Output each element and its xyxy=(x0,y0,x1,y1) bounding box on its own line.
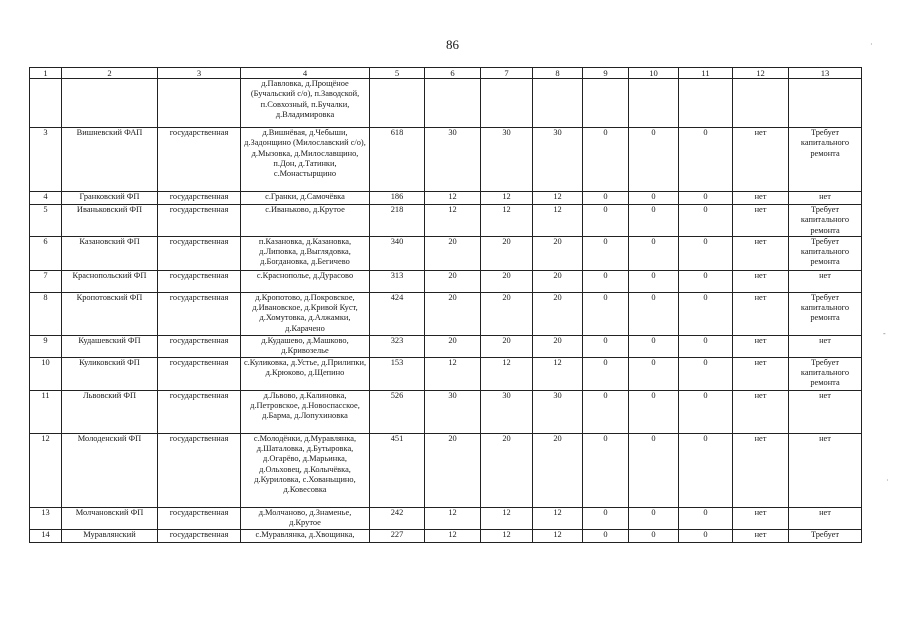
column-header: 2 xyxy=(62,68,158,79)
status-cell: нет xyxy=(733,270,789,292)
ownership-cell: государственная xyxy=(158,529,241,542)
row-number xyxy=(30,79,62,128)
value-cell: 20 xyxy=(425,292,481,335)
facility-name: Кропотовский ФП xyxy=(62,292,158,335)
facility-name: Кудашевский ФП xyxy=(62,335,158,357)
value-cell: 20 xyxy=(425,433,481,507)
ownership-cell: государственная xyxy=(158,236,241,270)
value-cell xyxy=(583,79,629,128)
column-header: 7 xyxy=(481,68,533,79)
value-cell: 20 xyxy=(425,270,481,292)
value-cell: 12 xyxy=(481,192,533,205)
condition-cell: нет xyxy=(789,335,862,357)
value-cell: 0 xyxy=(679,128,733,192)
row-number: 5 xyxy=(30,205,62,237)
value-cell: 0 xyxy=(583,433,629,507)
table-row xyxy=(30,357,862,390)
value-cell: 0 xyxy=(679,357,733,390)
value-cell: 0 xyxy=(583,529,629,542)
value-cell: 12 xyxy=(533,357,583,390)
ownership-cell: государственная xyxy=(158,128,241,192)
column-header: 4 xyxy=(241,68,370,79)
table-row xyxy=(30,529,862,542)
population-cell: 618 xyxy=(370,128,425,192)
value-cell: 12 xyxy=(481,507,533,529)
localities-cell: с.Муравлянка, д.Хвощинка, xyxy=(241,529,370,542)
status-cell: нет xyxy=(733,433,789,507)
status-cell: нет xyxy=(733,128,789,192)
value-cell: 20 xyxy=(533,433,583,507)
status-cell: нет xyxy=(733,390,789,433)
column-header: 10 xyxy=(629,68,679,79)
value-cell: 30 xyxy=(425,128,481,192)
value-cell: 0 xyxy=(583,357,629,390)
value-cell: 0 xyxy=(629,390,679,433)
value-cell: 12 xyxy=(425,529,481,542)
page-number: 86 xyxy=(446,37,459,52)
population-cell: 153 xyxy=(370,357,425,390)
value-cell: 12 xyxy=(481,205,533,237)
value-cell: 20 xyxy=(481,433,533,507)
status-cell: нет xyxy=(733,192,789,205)
value-cell: 20 xyxy=(481,292,533,335)
ownership-cell: государственная xyxy=(158,205,241,237)
facility-name: Казановский ФП xyxy=(62,236,158,270)
table-row xyxy=(30,335,862,357)
value-cell: 0 xyxy=(679,433,733,507)
table-row xyxy=(30,433,862,507)
column-header: 9 xyxy=(583,68,629,79)
facility-name: Гранковский ФП xyxy=(62,192,158,205)
facility-name: Куликовский ФП xyxy=(62,357,158,390)
value-cell: 0 xyxy=(679,335,733,357)
value-cell: 12 xyxy=(533,507,583,529)
value-cell: 0 xyxy=(629,192,679,205)
status-cell: нет xyxy=(733,205,789,237)
column-header: 5 xyxy=(370,68,425,79)
header-row xyxy=(30,68,862,79)
value-cell: 0 xyxy=(679,529,733,542)
status-cell: нет xyxy=(733,292,789,335)
column-header: 8 xyxy=(533,68,583,79)
condition-cell xyxy=(789,79,862,128)
value-cell: 0 xyxy=(629,205,679,237)
table-row xyxy=(30,292,862,335)
value-cell: 20 xyxy=(533,270,583,292)
value-cell: 12 xyxy=(425,357,481,390)
facilities-table xyxy=(29,67,862,543)
column-header: 13 xyxy=(789,68,862,79)
status-cell xyxy=(733,79,789,128)
table-row xyxy=(30,390,862,433)
status-cell: нет xyxy=(733,529,789,542)
column-header: 12 xyxy=(733,68,789,79)
row-number: 11 xyxy=(30,390,62,433)
row-number: 13 xyxy=(30,507,62,529)
value-cell: 0 xyxy=(583,507,629,529)
value-cell: 0 xyxy=(629,529,679,542)
localities-cell: д.Павловка, д.Прощёное (Бучальский с/о), п.Заводской, п.Совхозный, п.Бучалки, д.Владимировка xyxy=(241,79,370,128)
status-cell: нет xyxy=(733,236,789,270)
condition-cell: Требует капитального ремонта xyxy=(789,128,862,192)
facility-name: Краснопольский ФП xyxy=(62,270,158,292)
value-cell: 12 xyxy=(481,529,533,542)
facility-name: Иваньковский ФП xyxy=(62,205,158,237)
value-cell: 0 xyxy=(679,292,733,335)
ownership-cell: государственная xyxy=(158,192,241,205)
column-header: 6 xyxy=(425,68,481,79)
facility-name: Молоденский ФП xyxy=(62,433,158,507)
value-cell: 0 xyxy=(583,270,629,292)
value-cell: 0 xyxy=(583,390,629,433)
value-cell: 0 xyxy=(583,335,629,357)
population-cell xyxy=(370,79,425,128)
condition-cell: нет xyxy=(789,192,862,205)
row-number: 4 xyxy=(30,192,62,205)
value-cell: 20 xyxy=(425,236,481,270)
facility-name: Вишневский ФАП xyxy=(62,128,158,192)
localities-cell: п.Казановка, д.Казановка, д.Липовка, д.Выглядовка, д.Богдановка, д.Бегичево xyxy=(241,236,370,270)
ownership-cell: государственная xyxy=(158,335,241,357)
column-header: 3 xyxy=(158,68,241,79)
condition-cell: нет xyxy=(789,507,862,529)
condition-cell: Требует капитального ремонта xyxy=(789,205,862,237)
ownership-cell: государственная xyxy=(158,292,241,335)
localities-cell: д.Вишнёвая, д.Чебыши, д.Задонщино (Милославский с/о), д.Мызовка, д.Милославщино, п.Дон, д.Татинки, с.Монастырщино xyxy=(241,128,370,192)
table-row xyxy=(30,507,862,529)
value-cell xyxy=(679,79,733,128)
condition-cell: нет xyxy=(789,270,862,292)
status-cell: нет xyxy=(733,357,789,390)
value-cell: 20 xyxy=(481,236,533,270)
scan-mark: · xyxy=(886,476,889,485)
ownership-cell: государственная xyxy=(158,390,241,433)
localities-cell: с.Куликовка, д.Устье, д.Прилипки, д.Крюково, д.Щепино xyxy=(241,357,370,390)
value-cell xyxy=(629,79,679,128)
value-cell: 12 xyxy=(425,192,481,205)
row-number: 6 xyxy=(30,236,62,270)
status-cell: нет xyxy=(733,507,789,529)
condition-cell: Требует капитального ремонта xyxy=(789,357,862,390)
ownership-cell: государственная xyxy=(158,357,241,390)
row-number: 10 xyxy=(30,357,62,390)
value-cell: 30 xyxy=(481,128,533,192)
row-number: 12 xyxy=(30,433,62,507)
localities-cell: с.Краснополье, д.Дурасово xyxy=(241,270,370,292)
scan-mark: · xyxy=(870,40,873,49)
localities-cell: д.Молчаново, д.Знаменье, д.Крутое xyxy=(241,507,370,529)
value-cell: 0 xyxy=(583,205,629,237)
facility-name xyxy=(62,79,158,128)
condition-cell: нет xyxy=(789,433,862,507)
condition-cell: Требует xyxy=(789,529,862,542)
value-cell: 20 xyxy=(481,335,533,357)
value-cell xyxy=(533,79,583,128)
population-cell: 242 xyxy=(370,507,425,529)
value-cell: 0 xyxy=(629,128,679,192)
ownership-cell xyxy=(158,79,241,128)
value-cell: 0 xyxy=(629,357,679,390)
localities-cell: с.Молодёнки, д.Муравлянка, д.Шаталовка, д.Бутыровка, д.Огарёво, д.Марьинка, д.Ольховец, д.Колычёвка, д.Куриловка, с.Хованьщино, д.Ковесовка xyxy=(241,433,370,507)
facility-name: Молчановский ФП xyxy=(62,507,158,529)
condition-cell: Требует капитального ремонта xyxy=(789,236,862,270)
table-row xyxy=(30,79,862,128)
population-cell: 313 xyxy=(370,270,425,292)
population-cell: 424 xyxy=(370,292,425,335)
row-number: 8 xyxy=(30,292,62,335)
ownership-cell: государственная xyxy=(158,433,241,507)
value-cell xyxy=(425,79,481,128)
table-row xyxy=(30,192,862,205)
value-cell: 20 xyxy=(533,292,583,335)
status-cell: нет xyxy=(733,335,789,357)
row-number: 3 xyxy=(30,128,62,192)
population-cell: 526 xyxy=(370,390,425,433)
value-cell: 0 xyxy=(583,192,629,205)
population-cell: 186 xyxy=(370,192,425,205)
value-cell: 0 xyxy=(679,390,733,433)
value-cell: 0 xyxy=(583,292,629,335)
localities-cell: д.Кропотово, д.Покровское, д.Ивановское, д.Кривой Куст, д.Хомутовка, д.Алжамки, д.Карачено xyxy=(241,292,370,335)
value-cell: 0 xyxy=(679,236,733,270)
value-cell: 0 xyxy=(583,128,629,192)
value-cell: 12 xyxy=(533,192,583,205)
value-cell: 12 xyxy=(425,507,481,529)
table-row xyxy=(30,270,862,292)
table-row xyxy=(30,128,862,192)
localities-cell: д.Кудашево, д.Машково, д.Кривозелье xyxy=(241,335,370,357)
value-cell: 12 xyxy=(425,205,481,237)
localities-cell: с.Гранки, д.Самочёвка xyxy=(241,192,370,205)
population-cell: 227 xyxy=(370,529,425,542)
value-cell: 12 xyxy=(533,205,583,237)
condition-cell: Требует капитального ремонта xyxy=(789,292,862,335)
ownership-cell: государственная xyxy=(158,507,241,529)
value-cell: 0 xyxy=(629,507,679,529)
value-cell: 12 xyxy=(481,357,533,390)
value-cell: 0 xyxy=(679,270,733,292)
value-cell xyxy=(481,79,533,128)
row-number: 9 xyxy=(30,335,62,357)
value-cell: 20 xyxy=(481,270,533,292)
value-cell: 0 xyxy=(679,205,733,237)
value-cell: 30 xyxy=(533,390,583,433)
population-cell: 451 xyxy=(370,433,425,507)
value-cell: 20 xyxy=(425,335,481,357)
ownership-cell: государственная xyxy=(158,270,241,292)
value-cell: 0 xyxy=(629,335,679,357)
value-cell: 0 xyxy=(629,292,679,335)
value-cell: 30 xyxy=(425,390,481,433)
localities-cell: с.Иваньково, д.Крутое xyxy=(241,205,370,237)
condition-cell: нет xyxy=(789,390,862,433)
value-cell: 0 xyxy=(629,270,679,292)
facility-name: Муравлянский xyxy=(62,529,158,542)
localities-cell: д.Львово, д.Калиновка, д.Петровское, д.Новоспасское, д.Барма, д.Лопухиновка xyxy=(241,390,370,433)
population-cell: 323 xyxy=(370,335,425,357)
column-header: 11 xyxy=(679,68,733,79)
value-cell: 0 xyxy=(583,236,629,270)
row-number: 14 xyxy=(30,529,62,542)
table-row xyxy=(30,236,862,270)
value-cell: 0 xyxy=(629,433,679,507)
population-cell: 218 xyxy=(370,205,425,237)
scan-mark: - xyxy=(883,329,886,338)
table-row xyxy=(30,205,862,237)
value-cell: 20 xyxy=(533,236,583,270)
value-cell: 0 xyxy=(679,507,733,529)
population-cell: 340 xyxy=(370,236,425,270)
value-cell: 30 xyxy=(533,128,583,192)
column-header: 1 xyxy=(30,68,62,79)
facility-name: Львовский ФП xyxy=(62,390,158,433)
value-cell: 0 xyxy=(629,236,679,270)
value-cell: 20 xyxy=(533,335,583,357)
value-cell: 30 xyxy=(481,390,533,433)
value-cell: 12 xyxy=(533,529,583,542)
row-number: 7 xyxy=(30,270,62,292)
value-cell: 0 xyxy=(679,192,733,205)
